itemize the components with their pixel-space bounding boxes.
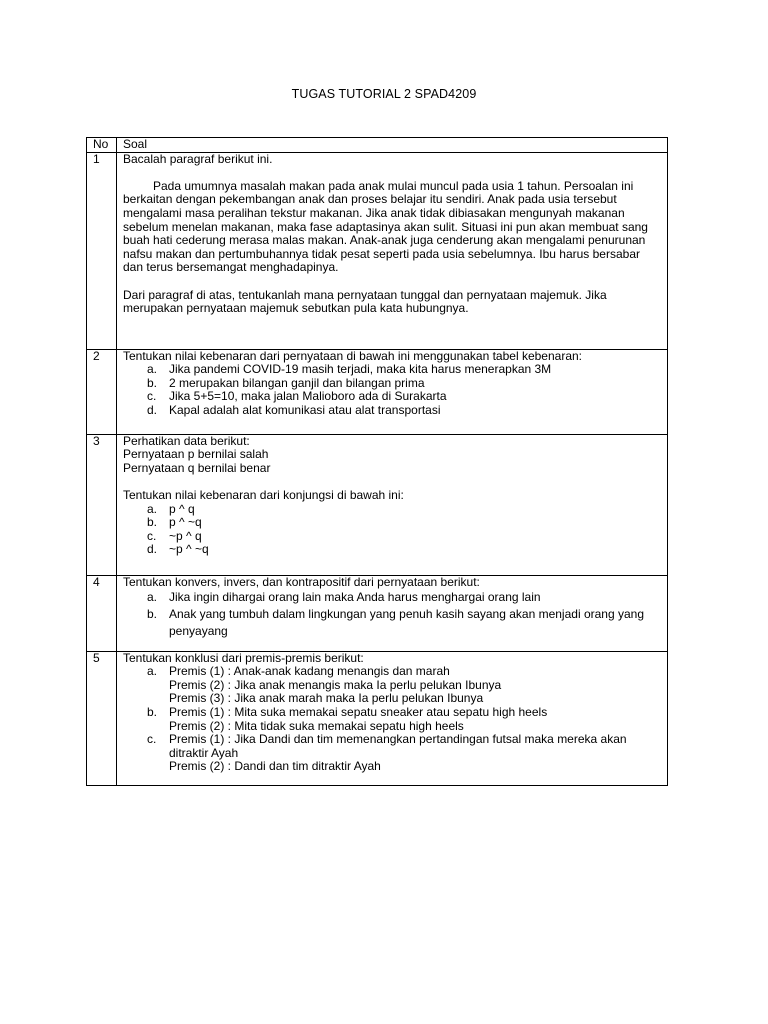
- header-no: No: [87, 138, 117, 153]
- question-intro: Bacalah paragraf berikut ini.: [123, 151, 273, 166]
- table-row: [87, 434, 668, 575]
- question-cell: [117, 575, 668, 651]
- conjunction-list: [123, 503, 661, 557]
- statement-list: [123, 363, 661, 417]
- row-number: 2: [87, 349, 117, 434]
- header-soal: Soal: [117, 138, 668, 153]
- list-item: b. Premis (1) : Mita suka memakai sepatu sneaker atau sepatu high heels Premis (2) : Mita tidak suka memakai sepatu high heels: [123, 706, 661, 733]
- question-text: Tentukan nilai kebenaran dari konjungsi di bawah ini:: [123, 487, 404, 502]
- statement-list: [123, 589, 661, 639]
- row-number: 4: [87, 575, 117, 651]
- question-table: [86, 137, 668, 786]
- question-cell: [117, 152, 668, 349]
- question-cell: [117, 349, 668, 434]
- list-item: a. Jika pandemi COVID-19 masih terjadi, maka kita harus menerapkan 3M: [147, 362, 552, 377]
- table-row: [87, 152, 668, 349]
- list-item: d. Kapal adalah alat komunikasi atau alat transportasi: [147, 402, 441, 417]
- list-item: c. Jika 5+5=10, maka jalan Malioboro ada di Surakarta: [147, 389, 447, 404]
- row-number: 5: [87, 651, 117, 785]
- premise-line: Premis (2) : Dandi dan tim ditraktir Ayah: [169, 759, 381, 774]
- table-row: [87, 575, 668, 651]
- list-item: b. 2 merupakan bilangan ganjil dan bilangan prima: [147, 375, 425, 390]
- question-intro: Tentukan konvers, invers, dan kontrapositif dari pernyataan berikut:: [123, 574, 480, 589]
- question-intro: Tentukan konklusi dari premis-premis berikut:: [123, 650, 364, 665]
- premise-list: [123, 665, 661, 774]
- question-text: Dari paragraf di atas, tentukanlah mana pernyataan tunggal dan pernyataan majemuk. Jika merupakan pernyataan majemuk sebutkan pula kata hubungnya.: [123, 287, 607, 316]
- row-number: 3: [87, 434, 117, 575]
- statement-q: Pernyataan q bernilai benar: [123, 460, 271, 475]
- list-item: c. ~p ^ q: [147, 528, 202, 543]
- table-row: [87, 651, 668, 785]
- premise-line: Premis (1) : Mita suka memakai sepatu sneaker atau sepatu high heels: [169, 704, 548, 719]
- premise-line: Premis (3) : Jika anak marah maka Ia perlu pelukan Ibunya: [169, 691, 484, 706]
- premise-line: Premis (2) : Mita tidak suka memakai sepatu high heels: [169, 718, 464, 733]
- table-header-row: [87, 138, 668, 153]
- premise-line: Premis (1) : Jika Dandi dan tim memenangkan pertandingan futsal maka mereka akan ditraktir Ayah: [169, 732, 627, 760]
- list-item: d. ~p ^ ~q: [147, 542, 209, 557]
- list-item: b. p ^ ~q: [147, 515, 202, 530]
- question-cell: [117, 434, 668, 575]
- list-item: a. p ^ q: [147, 501, 195, 516]
- list-item: c. Premis (1) : Jika Dandi dan tim memenangkan pertandingan futsal maka mereka akan ditraktir Ayah Premis (2) : Dandi dan tim ditraktir Ayah: [123, 733, 661, 774]
- statement-p: Pernyataan p bernilai salah: [123, 447, 269, 462]
- premise-line: Premis (1) : Anak-anak kadang menangis dan marah: [169, 664, 450, 679]
- list-item: a. Premis (1) : Anak-anak kadang menangis dan marah Premis (2) : Jika anak menangis maka Ia perlu pelukan Ibunya Premis (3) : Jika anak marah maka Ia perlu pelukan Ibunya: [123, 665, 661, 706]
- premise-line: Premis (2) : Jika anak menangis maka Ia perlu pelukan Ibunya: [169, 677, 502, 692]
- question-intro: Tentukan nilai kebenaran dari pernyataan di bawah ini menggunakan tabel kebenaran:: [123, 348, 582, 363]
- question-intro: Perhatikan data berikut:: [123, 433, 250, 448]
- question-cell: [117, 651, 668, 785]
- list-item: a. Jika ingin dihargai orang lain maka Anda harus menghargai orang lain: [147, 590, 541, 605]
- row-number: 1: [87, 152, 117, 349]
- reading-paragraph: Pada umumnya masalah makan pada anak mulai muncul pada usia 1 tahun. Persoalan ini berkaitan dengan pekembangan anak dan proses belajar itu sendiri. Anak pada usia tersebut mengalami masa peralihan tekstur makanan. Jika anak tidak dibiasakan mengunyah makanan sebelum menelan makanan, maka fase adaptasinya akan sulit. Situasi ini pun akan membuat sang buah hati cederung merasa malas makan. Anak-anak juga cenderung akan mengalami penurunan nafsu makan dan pertumbuhannya tidak pesat seperti pada usia sebelumnya. Ibu harus bersabar dan terus bersemangat menghadapinya.: [123, 178, 648, 275]
- table-row: [87, 349, 668, 434]
- document-title: TUGAS TUTORIAL 2 SPAD4209: [291, 87, 477, 101]
- list-item: b. Anak yang tumbuh dalam lingkungan yang penuh kasih sayang akan menjadi orang yang penyayang: [147, 606, 644, 638]
